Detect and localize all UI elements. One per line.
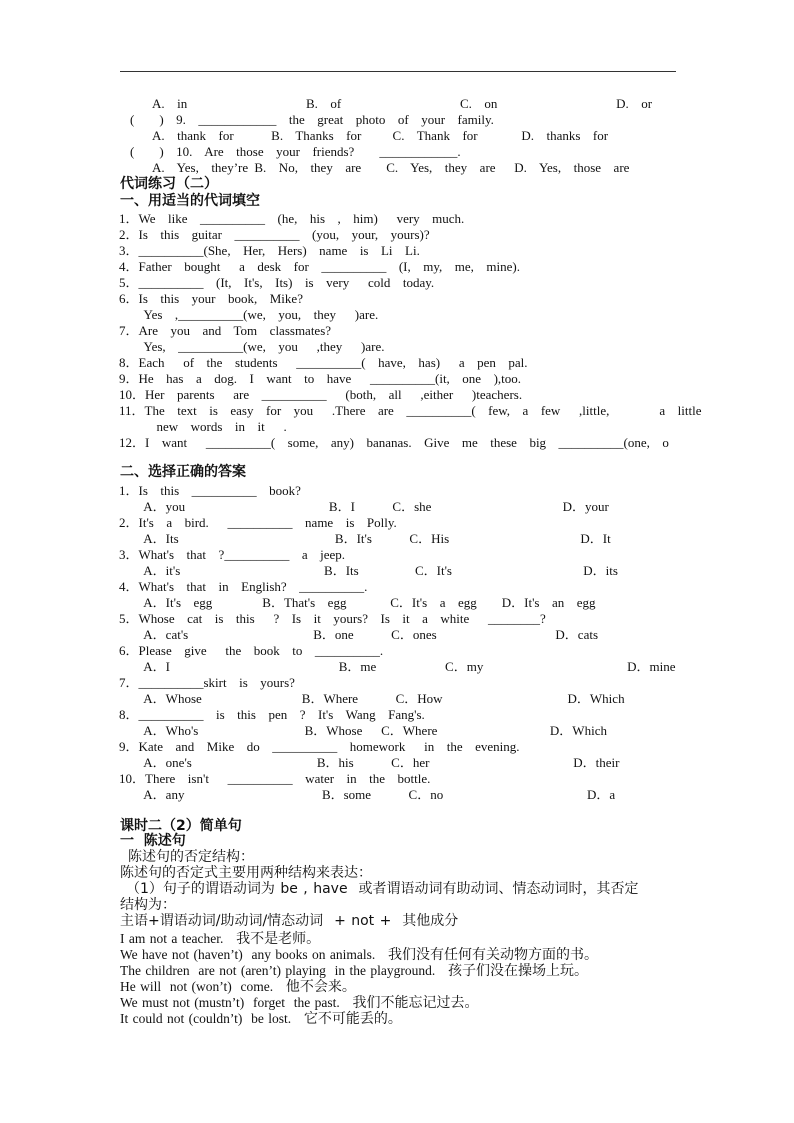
question-item: 3．What's that ?__________ a jeep. [119,547,345,562]
exercise-item: 9．He has a dog. I want to have __________(it, one ),too. [119,371,522,386]
exercise-item: 2．Is this guitar __________ (you, your, yours)? [119,227,430,242]
exercise-item: 6．Is this your book, Mike? [119,291,303,306]
answer-options: A．any B．some C．no D．a [119,787,616,802]
answer-options: A．you B．I C．she D．your [119,499,609,514]
question-item: 5．Whose cat is this ? Is it yours? Is it a white ________? [119,611,546,626]
answer-options: A．one's B．his C．her D．their [119,755,620,770]
example-sentence [120,963,588,979]
exercise-item: 12．I want __________( some, any) bananas. Give me these big __________(one, o [119,435,669,450]
example-chinese: 他不会来。 [285,979,356,995]
question-line: ( ) 9. ____________ the great photo of your family. [130,112,494,127]
answer-options: A．I B．me C．my D．mine [119,659,676,674]
exercise-item: 7．Are you and Tom classmates? [119,323,332,338]
answer-options: A．Whose B．Where C．How D．Which [119,691,625,706]
example-sentence [120,931,320,947]
example-sentence [120,979,356,995]
exercise-item: 5．__________ (It, It's, Its) is very cold today. [119,275,435,290]
exercise-item: 4．Father bought a desk for __________ (I, my, me, mine). [119,259,520,274]
rule-text: 结构为： [120,897,176,913]
example-chinese: 它不可能丢的。 [303,1011,402,1027]
question-item: 7．__________skirt is yours? [119,675,295,690]
answer-options: A．Who's B．Whose C．Where D．Which [119,723,607,738]
exercise-item: new words in it . [119,419,287,434]
example-chinese: 我们没有任何有关动物方面的书。 [387,947,598,963]
question-item: 8．__________ is this pen ? It's Wang Fang's. [119,707,425,722]
example-chinese: 我们不能忘记过去。 [352,995,479,1011]
question-item: 9．Kate and Mike do __________ homework in the evening. [119,739,520,754]
answer-options: A．it's B．Its C．It's D．its [119,563,618,578]
example-english: It could not (couldn’t) be lost. [120,1011,292,1026]
exercise-item: 1．We like __________ (he, his , him) very much. [119,211,465,226]
lesson-heading: 一 陈述句 [120,833,186,849]
question-item: 4．What's that in English? __________. [119,579,368,594]
question-line: A. thank for B. Thanks for C. Thank for D. thanks for [152,128,609,143]
example-english: We must not (mustn’t) forget the past. [120,995,340,1010]
answer-options: A．It's egg B．That's egg C．It's a egg D．It's an egg [119,595,596,610]
lesson-subheading: 陈述句的否定结构： [128,849,254,865]
question-item: 2．It's a bird. __________ name is Polly. [119,515,397,530]
question-line: A. Yes, they’re B. No, they are C. Yes, they are D. Yes, those are [152,160,630,175]
formula: 主语+谓语动词/助动词/情态动词 + not + 其他成分 [120,913,459,929]
answer-options: A．Its B．It's C．His D．It [119,531,611,546]
exercise-item: Yes, __________(we, you ,they )are. [119,339,385,354]
example-english: We have not (haven’t) any books on animals. [120,947,376,962]
header-rule [120,71,676,72]
exercise-item: 3．__________(She, Her, Hers) name is Li Li. [119,243,420,258]
example-chinese: 孩子们没在操场上玩。 [448,963,589,979]
example-sentence [120,1011,402,1027]
question-line: ( ) 10. Are those your friends? ____________. [130,144,461,159]
exercise-item: 11．The text is easy for you .There are __________( few, a few ,little, a little [119,403,702,418]
part-heading: 二、选择正确的答案 [120,464,246,480]
answer-options: A．cat's B．one C．ones D．cats [119,627,599,642]
lesson-subheading: 陈述句的否定式主要用两种结构来表达： [120,865,372,881]
rule-text: （1）句子的谓语动词为 be , have 或者谓语动词有助动词、情态动词时，其否定 [126,881,639,897]
exercise-item: Yes ,__________(we, you, they )are. [119,307,379,322]
question-line: A. in B. of C. on D. or [152,96,653,111]
example-sentence [120,995,479,1011]
example-english: The children are not (aren’t) playing in the playground. [120,963,436,978]
question-item: 1．Is this __________ book? [119,483,301,498]
example-english: I am not a teacher. [120,931,224,946]
example-sentence [120,947,598,963]
example-english: He will not (won’t) come. [120,979,274,994]
question-item: 6．Please give the book to __________. [119,643,384,658]
exercise-item: 8．Each of the students __________( have, has) a pen pal. [119,355,528,370]
question-item: 10．There isn't __________ water in the bottle. [119,771,431,786]
section-title: 代词练习（二） [120,176,218,192]
example-chinese: 我不是老师。 [236,931,321,947]
lesson-title: 课时二（2）简单句 [120,818,242,834]
part-heading: 一、用适当的代词填空 [120,193,260,209]
exercise-item: 10．Her parents are __________ (both, all ,either )teachers. [119,387,523,402]
